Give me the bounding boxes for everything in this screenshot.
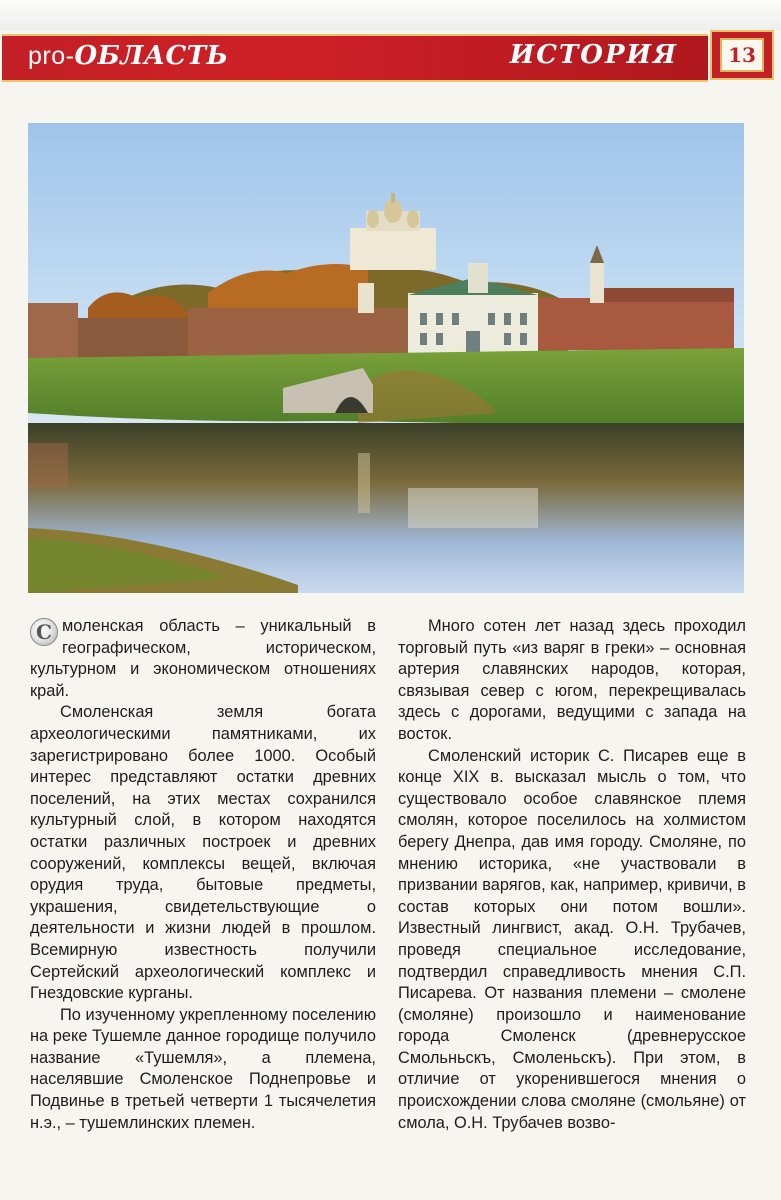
- magazine-title-prefix: pro-: [28, 42, 75, 70]
- magazine-title-main: ОБЛАСТЬ: [74, 41, 229, 71]
- magazine-title: [28, 41, 229, 71]
- article-paragraph: Смоленская земля богата археологическими памятниками, их зарегистрировано более 1000. Особый интерес представляют остатки древних поселений, на этих местах сохранился культурный слой, в котором находятся остатки различных построек и древних сооружений, комплексы вещей, включая орудия труда, бытовые предметы, украшения, свидетельствующие о деятельности и жизни людей в прошлом. Всемирную известность получили Сертейский археологический комплекс и Гнездовские курганы.: [30, 703, 376, 1003]
- article-paragraph: [30, 616, 376, 702]
- article-column-left: [30, 616, 376, 1134]
- section-header: [2, 34, 708, 82]
- dropcap-letter: С: [30, 618, 58, 646]
- paragraph-text: моленская область – уникальный в географическом, историческом, культурном и экономическом отношениях край.: [30, 617, 376, 700]
- article-paragraph: Смоленский историк С. Писарев еще в конце XIX в. высказал мысль о том, что существовало особое славянское племя смолян, которое поселилось на холмистом берегу Днепра, дав имя городу. Смоляне, по мнению историка, «не участвовали в призвании варягов, как, например, кривичи, в состав которых они потом вошли». Известный лингвист, акад. О.Н. Трубачев, проведя специальное исследование, подтвердил справедливость мнения С.П. Писарева. От названия племени – смолене (смоляне) произошло и наименование города Смоленск (древнерусское Смольньскъ, Смоленьскъ). При этом, в отличие от укоренившегося мнения о происхождении слова смоляне (смольяне) от смола, О.Н. Трубачев возво-: [398, 746, 746, 1132]
- page-number-badge: [710, 30, 774, 80]
- article-paragraph: Много сотен лет назад здесь проходил торговый путь «из варяг в греки» – основная артерия славянских народов, которая, связывая север с югом, перекрещивалась здесь с дорогами, ведущими с запада на восток.: [398, 617, 746, 743]
- article-column-right: [398, 616, 746, 1134]
- article-paragraph: По изученному укрепленному поселению на реке Тушемле данное городище получило название «Тушемля», а племена, населявшие Смоленское Поднепровье и Подвинье в третьей четверти 1 тысячелетия н.э., – тушемлинских племен.: [30, 1005, 376, 1132]
- top-margin: [0, 0, 781, 30]
- smolensk-kremlin-photo: [28, 123, 744, 593]
- photo-illustration: [28, 123, 744, 593]
- section-title: ИСТОРИЯ: [509, 40, 678, 70]
- page-number: 13: [720, 38, 764, 72]
